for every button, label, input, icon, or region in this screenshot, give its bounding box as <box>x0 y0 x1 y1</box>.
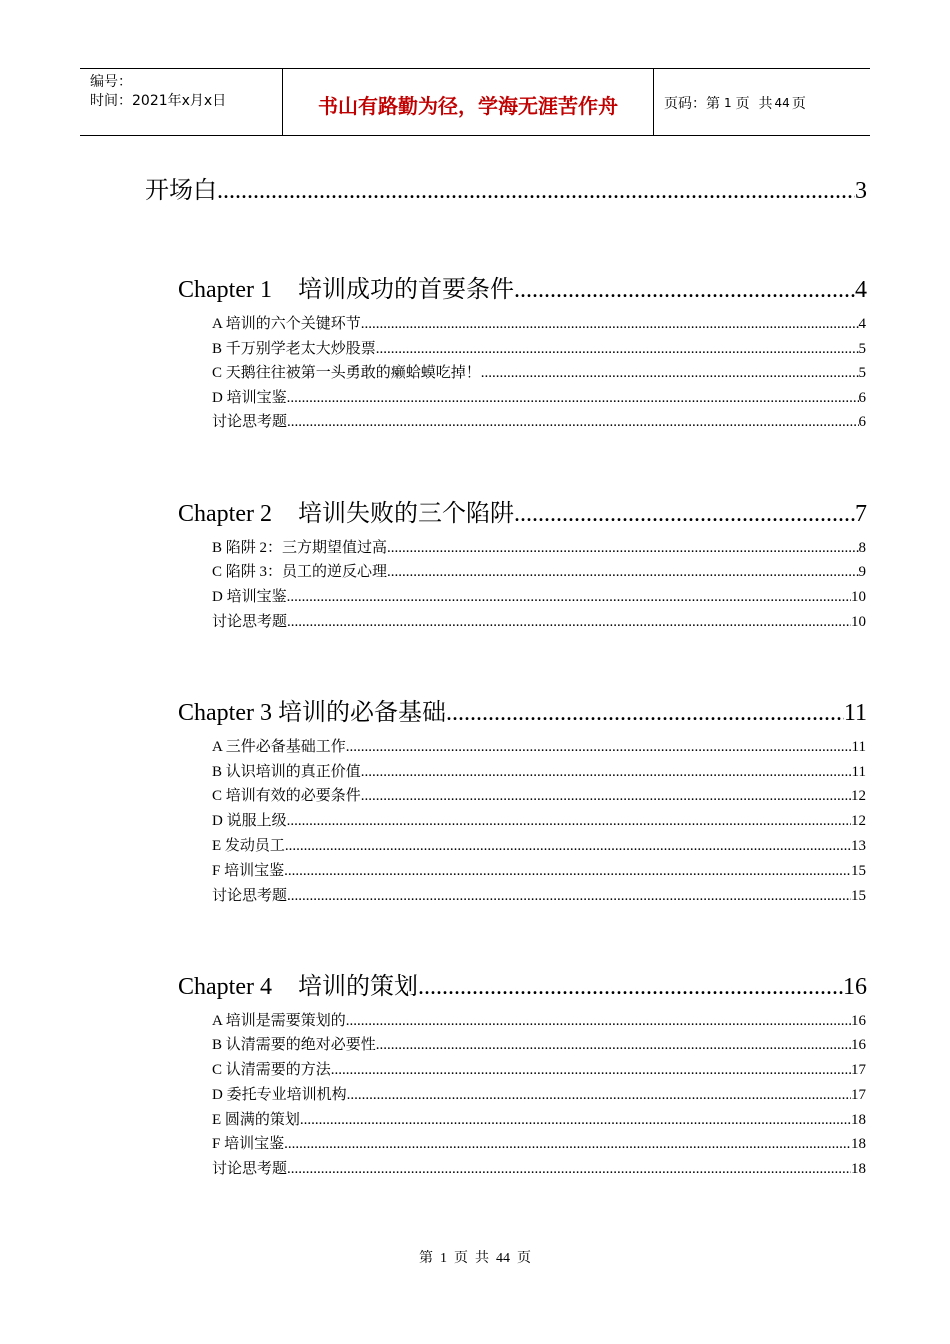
toc-item-label: F 培训宝鉴 <box>212 1136 285 1152</box>
toc-item[interactable] <box>212 386 866 406</box>
toc-item[interactable] <box>212 585 866 605</box>
toc-item-label: A 三件必备基础工作 <box>212 739 346 755</box>
header-page-info <box>654 69 870 135</box>
toc-opening-page: 3 <box>855 178 867 204</box>
chapter-page: 16 <box>843 974 867 1000</box>
toc-leader <box>514 277 855 304</box>
toc-item-label: E 发动员工 <box>212 838 285 854</box>
toc-item-label: B 认清需要的绝对必要性 <box>212 1037 376 1053</box>
page-info-mid: 页 共 <box>735 96 773 112</box>
toc-item[interactable] <box>212 536 866 556</box>
toc-item-label: 讨论思考题 <box>212 1161 288 1177</box>
toc-item-label: D 说服上级 <box>212 813 287 829</box>
toc-chapter-2[interactable] <box>178 493 867 527</box>
page-info-prefix: 页码：第 <box>664 96 720 112</box>
toc-leader <box>361 788 851 805</box>
chapter-page: 11 <box>843 700 867 726</box>
toc-item[interactable] <box>212 784 866 804</box>
page-info-current: 1 <box>724 96 732 110</box>
toc-leader <box>300 1112 851 1129</box>
toc-item[interactable] <box>212 859 866 879</box>
toc-item-label: 讨论思考题 <box>212 888 288 904</box>
toc-item[interactable] <box>212 1132 866 1152</box>
toc-leader <box>285 838 851 855</box>
toc-item-page: 18 <box>851 1112 866 1128</box>
toc-item[interactable] <box>212 809 866 829</box>
header-motto: 书山有路勤为径，学海无涯苦作舟 <box>282 69 654 135</box>
toc-leader <box>387 540 858 557</box>
toc-item[interactable] <box>212 1009 866 1029</box>
toc-item-label: C 认清需要的方法 <box>212 1062 331 1078</box>
chapter-title: 培训失败的三个陷阱 <box>297 501 514 527</box>
toc-leader <box>376 341 859 358</box>
toc-item[interactable] <box>212 1033 866 1053</box>
toc-item[interactable] <box>212 312 866 332</box>
toc-item[interactable] <box>212 410 866 430</box>
toc-item-label: B 认识培训的真正价值 <box>212 764 361 780</box>
toc-item-page: 10 <box>851 589 866 605</box>
toc-item[interactable] <box>212 834 866 854</box>
toc-item[interactable] <box>212 560 866 580</box>
toc-leader <box>284 1136 851 1153</box>
toc-item-page: 12 <box>851 788 866 804</box>
toc-item-label: D 培训宝鉴 <box>212 589 287 605</box>
toc-leader <box>346 1013 851 1030</box>
toc-leader <box>361 764 852 781</box>
toc-item-label: 讨论思考题 <box>212 614 288 630</box>
toc-item-label: D 委托专业培训机构 <box>212 1087 347 1103</box>
page-footer <box>0 1247 950 1267</box>
document-time: 时间：2021年x月x日 <box>90 93 227 109</box>
toc-leader <box>284 863 851 880</box>
toc-item[interactable] <box>212 884 866 904</box>
toc-item-page: 16 <box>851 1037 866 1053</box>
toc-chapter-4[interactable] <box>178 966 867 1000</box>
toc-item-page: 6 <box>858 390 866 406</box>
toc-item-page: 11 <box>851 764 866 780</box>
toc-item-label: F 培训宝鉴 <box>212 863 285 879</box>
toc-item-label: B 陷阱 2：三方期望值过高 <box>212 540 388 556</box>
toc-item[interactable] <box>212 610 866 630</box>
toc-leader <box>287 1161 851 1178</box>
toc-item-page: 6 <box>858 414 866 430</box>
toc-item[interactable] <box>212 361 866 381</box>
toc-leader <box>287 390 859 407</box>
chapter-title: 培训成功的首要条件 <box>297 277 514 303</box>
toc-leader <box>361 316 859 333</box>
toc-leader <box>387 564 858 581</box>
chapter-page: 7 <box>855 501 867 527</box>
toc-item-page: 17 <box>851 1087 866 1103</box>
header-meta <box>80 69 282 135</box>
document-number: 编号： <box>90 74 132 90</box>
toc-item-page: 8 <box>858 540 866 556</box>
toc-item[interactable] <box>212 1157 866 1177</box>
toc-item-label: D 培训宝鉴 <box>212 390 287 406</box>
toc-item-label: C 天鹅往往被第一头勇敢的癞蛤蟆吃掉！ <box>212 365 481 381</box>
toc-item-page: 16 <box>851 1013 866 1029</box>
toc-leader <box>287 614 851 631</box>
toc-item-label: E 圆满的策划 <box>212 1112 300 1128</box>
toc-opening[interactable] <box>145 170 867 204</box>
chapter-page: 4 <box>855 277 867 303</box>
toc-item-page: 18 <box>851 1161 866 1177</box>
toc-item-page: 5 <box>858 341 866 357</box>
toc-leader <box>481 365 859 382</box>
toc-leader <box>217 178 855 205</box>
toc-chapter-3[interactable] <box>178 692 867 726</box>
page-header <box>80 68 870 136</box>
page-info-suffix: 页 <box>791 96 806 112</box>
toc-leader <box>287 813 851 830</box>
toc-item-page: 10 <box>851 614 866 630</box>
toc-leader <box>331 1062 851 1079</box>
toc-leader <box>287 414 858 431</box>
toc-item-label: B 千万别学老太大炒股票 <box>212 341 376 357</box>
toc-item-page: 12 <box>851 813 866 829</box>
toc-leader <box>418 974 843 1001</box>
toc-leader <box>346 739 852 756</box>
toc-item-page: 15 <box>851 888 866 904</box>
toc-leader <box>446 700 844 727</box>
toc-item[interactable] <box>212 735 866 755</box>
chapter-number: Chapter 2 <box>178 501 272 527</box>
toc-item-page: 18 <box>851 1136 866 1152</box>
toc-item-page: 13 <box>851 838 866 854</box>
chapter-number: Chapter 4 <box>178 974 272 1000</box>
toc-leader <box>376 1037 851 1054</box>
page-info-total: 44 <box>774 96 790 110</box>
toc-item-label: C 陷阱 3：员工的逆反心理 <box>212 564 388 580</box>
toc-item-page: 11 <box>851 739 866 755</box>
page-footer-text: 第 1 页 共 44 页 <box>419 1251 531 1266</box>
chapter-number: Chapter 1 <box>178 277 272 303</box>
toc-leader <box>347 1087 851 1104</box>
toc-item-label: A 培训的六个关键环节 <box>212 316 361 332</box>
toc-item-label: A 培训是需要策划的 <box>212 1013 346 1029</box>
toc-leader <box>287 589 851 606</box>
toc-item[interactable] <box>212 1058 866 1078</box>
toc-item-page: 5 <box>858 365 866 381</box>
toc-leader <box>514 501 855 528</box>
toc-item[interactable] <box>212 760 866 780</box>
chapter-number: Chapter 3 <box>178 700 272 726</box>
chapter-title: 培训的策划 <box>297 974 418 1000</box>
toc-item-page: 9 <box>858 564 866 580</box>
toc-item-page: 4 <box>858 316 866 332</box>
toc-chapter-1[interactable] <box>178 269 867 303</box>
chapter-title: 培训的必备基础 <box>277 700 446 726</box>
toc-opening-label: 开场白 <box>145 178 217 204</box>
toc-item[interactable] <box>212 337 866 357</box>
toc-item[interactable] <box>212 1083 866 1103</box>
toc-item-page: 15 <box>851 863 866 879</box>
toc-item-label: 讨论思考题 <box>212 414 288 430</box>
toc-item-page: 17 <box>851 1062 866 1078</box>
toc-leader <box>287 888 851 905</box>
toc-item[interactable] <box>212 1108 866 1128</box>
toc-item-label: C 培训有效的必要条件 <box>212 788 361 804</box>
